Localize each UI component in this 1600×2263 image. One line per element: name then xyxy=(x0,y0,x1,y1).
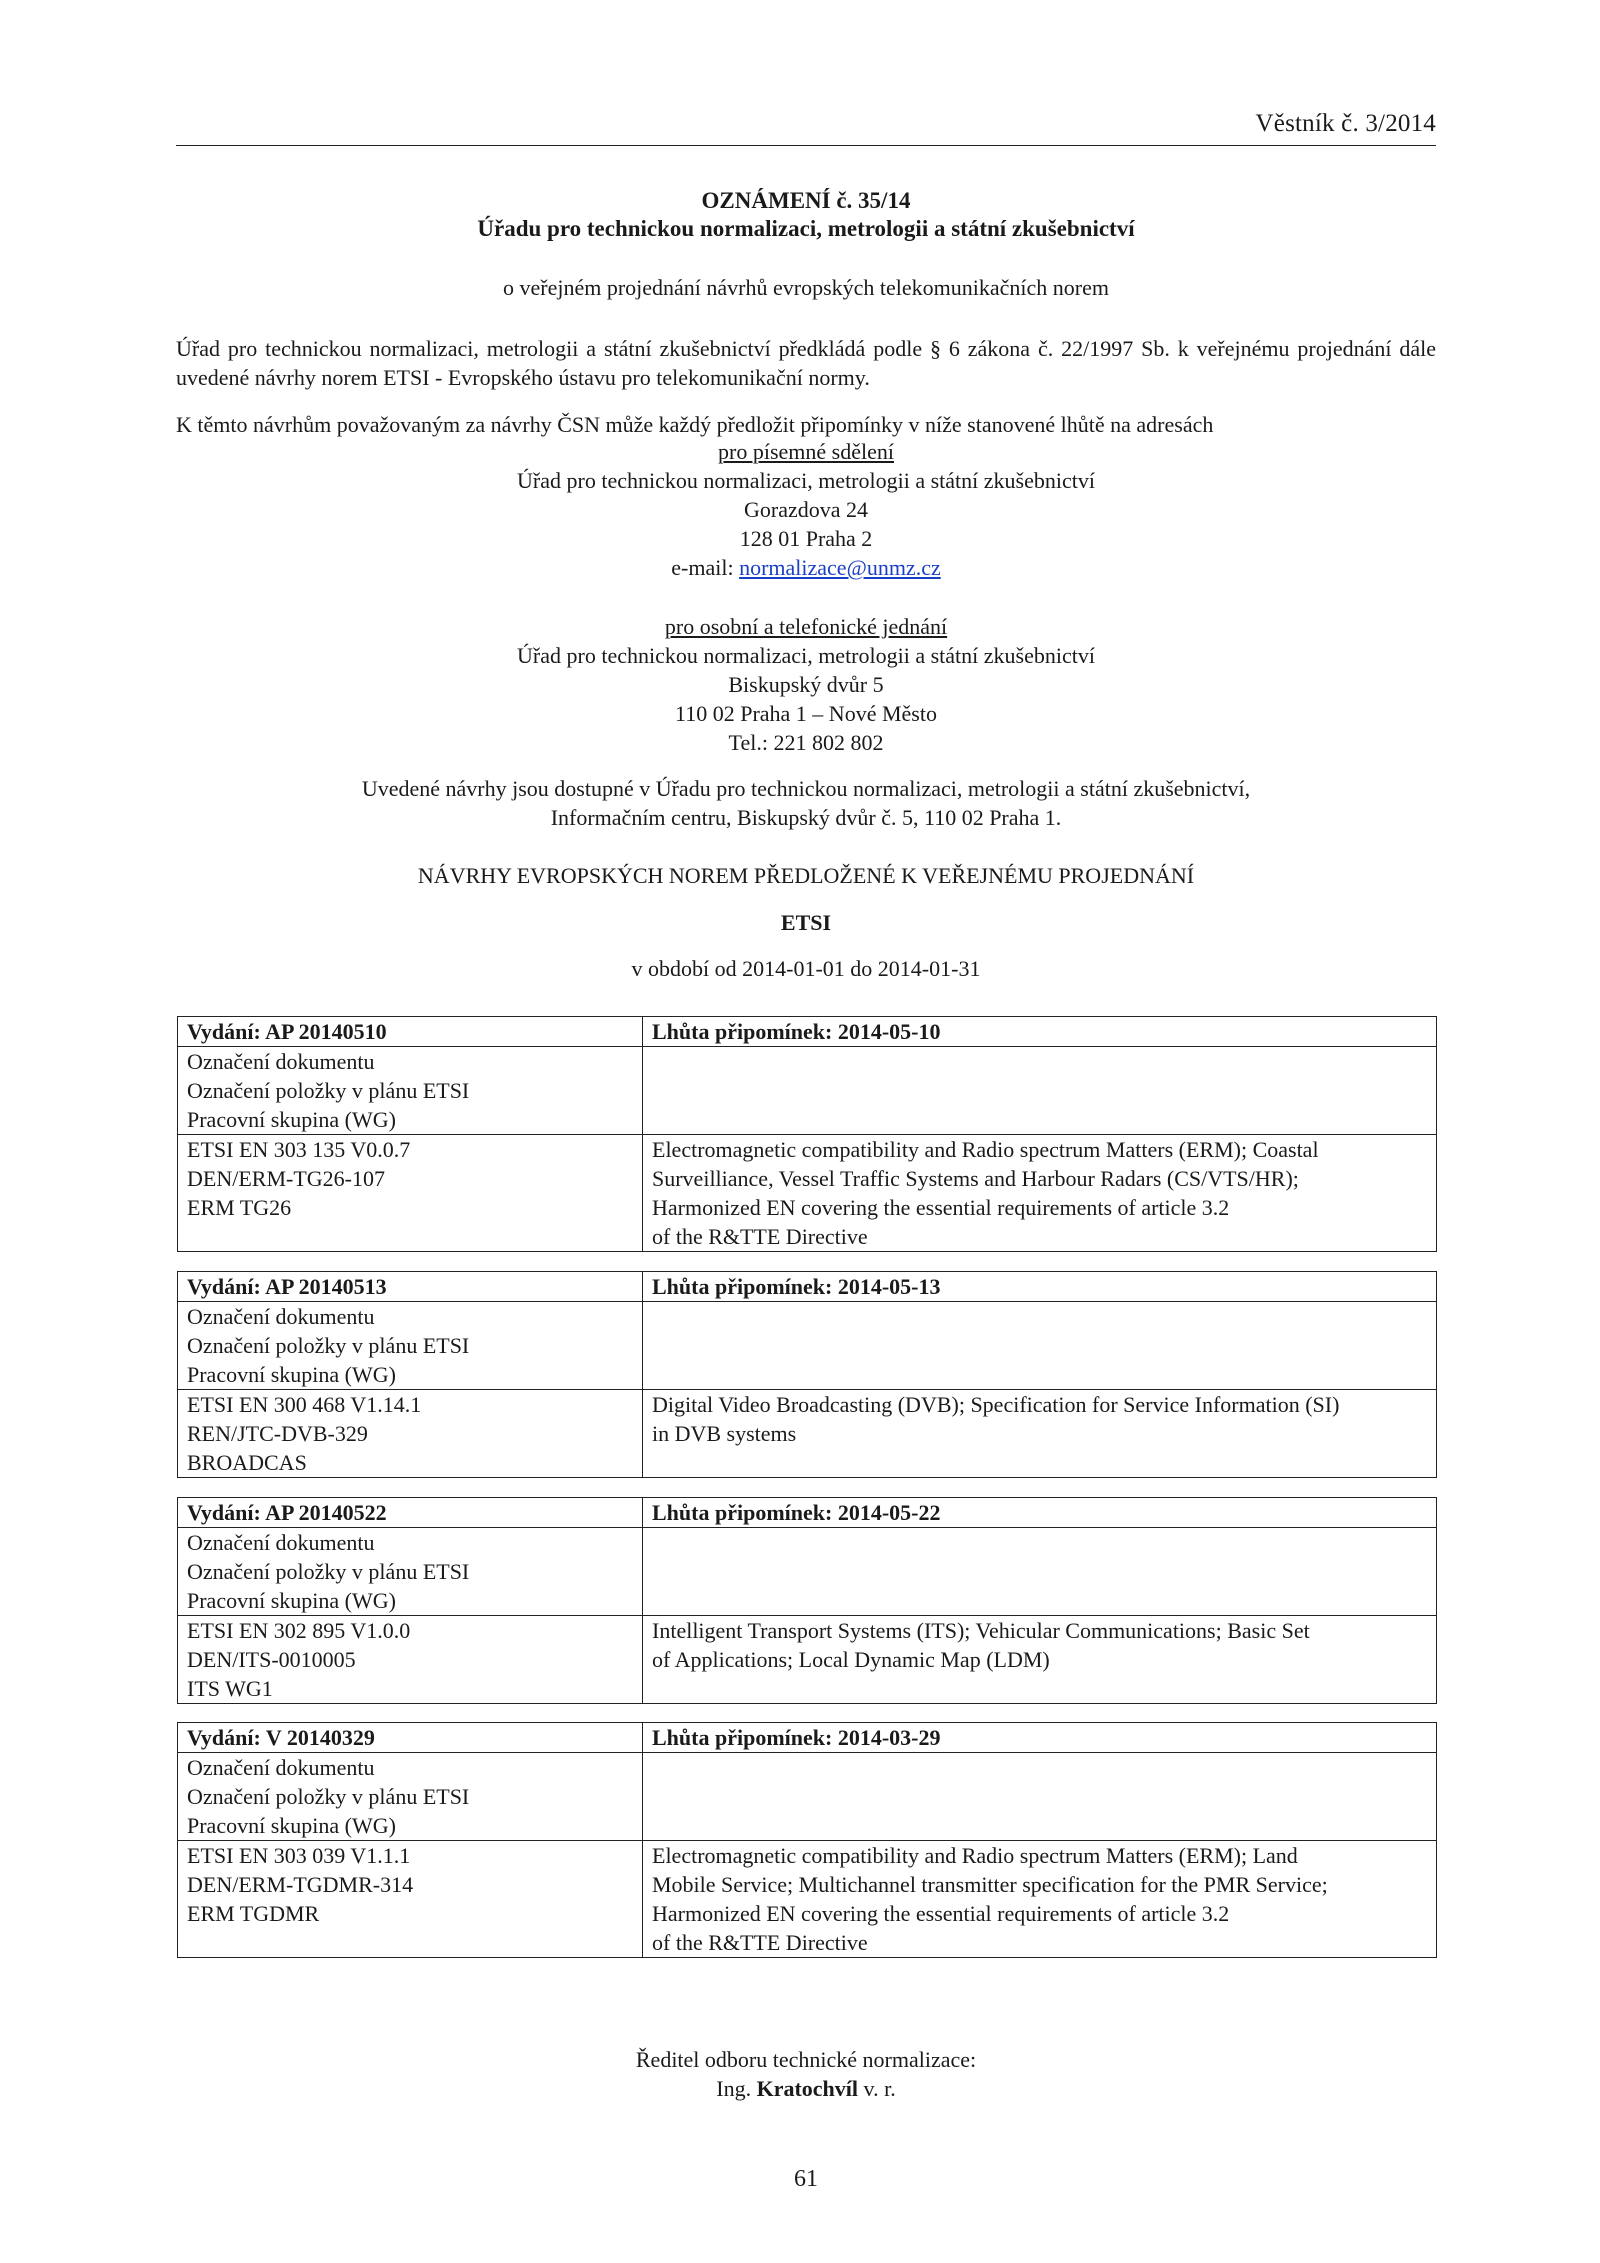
description-cell: Digital Video Broadcasting (DVB); Specification for Service Information (SI) in DVB systems xyxy=(643,1390,1437,1478)
standard-table xyxy=(177,1016,1437,1252)
deadline-cell: Lhůta připomínek: 2014-05-22 xyxy=(643,1498,1437,1528)
edition-cell: Vydání: AP 20140513 xyxy=(178,1272,643,1302)
comments-paragraph: K těmto návrhům považovaným za návrhy ČSN může každý předložit připomínky v níže stanovené lhůtě na adresách xyxy=(176,412,1214,437)
standard-table xyxy=(177,1722,1437,1958)
empty-cell xyxy=(643,1302,1437,1390)
deadline-cell: Lhůta připomínek: 2014-05-13 xyxy=(643,1272,1437,1302)
written-city: 128 01 Praha 2 xyxy=(739,526,873,551)
standard-table xyxy=(177,1271,1437,1478)
intro-paragraph: Úřad pro technickou normalizaci, metrologii a státní zkušebnictví předkládá podle § 6 zákona č. 22/1997 Sb. k veřejnému projednání dále uvedené návrhy norem ETSI - Evropského ústavu pro telekomunikační normy. xyxy=(176,336,1436,390)
announcement-subtitle: o veřejném projednání návrhů evropských telekomunikačních norem xyxy=(502,275,1110,300)
email-link[interactable]: normalizace@unmz.cz xyxy=(739,555,941,580)
description-cell: Intelligent Transport Systems (ITS); Vehicular Communications; Basic Set of Applications; Local Dynamic Map (LDM) xyxy=(643,1616,1437,1704)
label-cell: Označení dokumentu Označení položky v plánu ETSI Pracovní skupina (WG) xyxy=(178,1753,643,1841)
edition-cell: Vydání: AP 20140510 xyxy=(178,1017,643,1047)
signature-role: Ředitel odboru technické normalizace: xyxy=(635,2047,977,2072)
written-street: Gorazdova 24 xyxy=(743,497,868,522)
header-rule xyxy=(176,145,1436,146)
label-cell: Označení dokumentu Označení položky v plánu ETSI Pracovní skupina (WG) xyxy=(178,1528,643,1616)
standard-table xyxy=(177,1497,1437,1704)
personal-city: 110 02 Praha 1 – Nové Město xyxy=(675,701,937,726)
personal-phone: Tel.: 221 802 802 xyxy=(728,730,884,755)
label-cell: Označení dokumentu Označení položky v plánu ETSI Pracovní skupina (WG) xyxy=(178,1047,643,1135)
document-cell: ETSI EN 300 468 V1.14.1 REN/JTC-DVB-329 BROADCAS xyxy=(178,1390,643,1478)
section-title: NÁVRHY EVROPSKÝCH NOREM PŘEDLOŽENÉ K VEŘEJNÉMU PROJEDNÁNÍ xyxy=(417,863,1195,888)
document-cell: ETSI EN 303 039 V1.1.1 DEN/ERM-TGDMR-314 ERM TGDMR xyxy=(178,1841,643,1958)
document-cell: ETSI EN 303 135 V0.0.7 DEN/ERM-TG26-107 ERM TG26 xyxy=(178,1135,643,1252)
bulletin-header: Věstník č. 3/2014 xyxy=(1255,110,1436,137)
page-number: 61 xyxy=(794,2166,818,2192)
announcement-number: OZNÁMENÍ č. 35/14 xyxy=(701,188,911,213)
availability-line-2: Informačním centru, Biskupský dvůr č. 5, 110 02 Praha 1. xyxy=(550,805,1062,830)
edition-cell: Vydání: AP 20140522 xyxy=(178,1498,643,1528)
issuing-office: Úřadu pro technickou normalizaci, metrologii a státní zkušebnictví xyxy=(477,216,1135,241)
email-label: e-mail: xyxy=(671,555,740,580)
document-cell: ETSI EN 302 895 V1.0.0 DEN/ITS-0010005 ITS WG1 xyxy=(178,1616,643,1704)
empty-cell xyxy=(643,1528,1437,1616)
empty-cell xyxy=(643,1047,1437,1135)
personal-heading: pro osobní a telefonické jednání xyxy=(664,614,948,639)
written-org: Úřad pro technickou normalizaci, metrologii a státní zkušebnictví xyxy=(517,468,1095,493)
availability-line-1: Uvedené návrhy jsou dostupné v Úřadu pro technickou normalizaci, metrologii a státní zkušebnictví, xyxy=(361,776,1251,801)
written-heading: pro písemné sdělení xyxy=(718,439,894,464)
description-cell: Electromagnetic compatibility and Radio spectrum Matters (ERM); Land Mobile Service; Multichannel transmitter specification for the PMR Service; Harmonized EN covering the essential requirements of article 3.2 of the R&TTE Directive xyxy=(643,1841,1437,1958)
label-cell: Označení dokumentu Označení položky v plánu ETSI Pracovní skupina (WG) xyxy=(178,1302,643,1390)
personal-street: Biskupský dvůr 5 xyxy=(728,672,884,697)
written-email-line xyxy=(176,555,1436,581)
signature-name: Ing. Kratochvíl v. r. xyxy=(716,2076,896,2101)
section-org: ETSI xyxy=(780,910,832,935)
edition-cell: Vydání: V 20140329 xyxy=(178,1723,643,1753)
section-period: v období od 2014-01-01 do 2014-01-31 xyxy=(631,956,981,981)
deadline-cell: Lhůta připomínek: 2014-03-29 xyxy=(643,1723,1437,1753)
empty-cell xyxy=(643,1753,1437,1841)
deadline-cell: Lhůta připomínek: 2014-05-10 xyxy=(643,1017,1437,1047)
description-cell: Electromagnetic compatibility and Radio spectrum Matters (ERM); Coastal Surveilliance, Vessel Traffic Systems and Harbour Radars (CS/VTS/HR); Harmonized EN covering the essential requirements of article 3.2 of the R&TTE Directive xyxy=(643,1135,1437,1252)
personal-org: Úřad pro technickou normalizaci, metrologii a státní zkušebnictví xyxy=(517,643,1095,668)
